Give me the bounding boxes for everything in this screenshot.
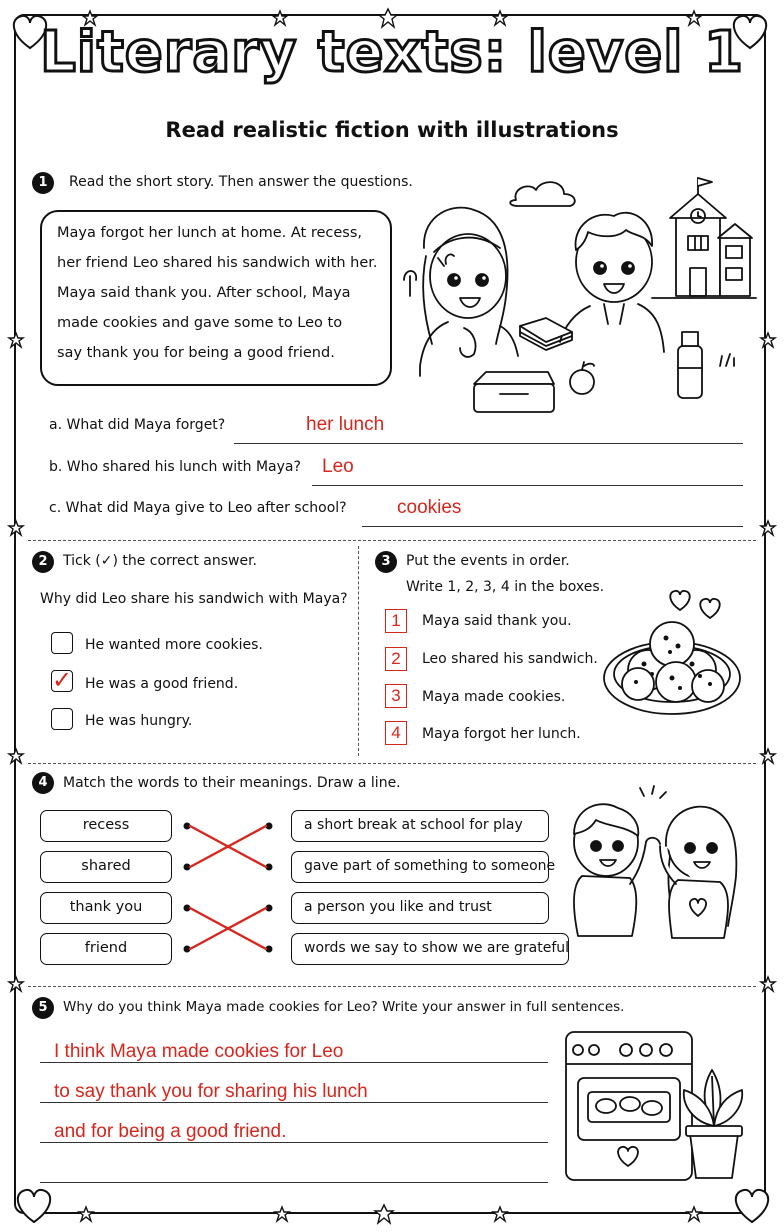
tick-mark: ✓ <box>52 666 73 694</box>
section-1-instruction: Read the short story. Then answer the questions. <box>69 174 413 190</box>
answer-b[interactable]: Leo <box>322 456 354 477</box>
meaning-box-1[interactable]: a short break at school for play <box>291 810 549 842</box>
section-3-instruction-2: Write 1, 2, 3, 4 in the boxes. <box>406 579 605 595</box>
story-line: Maya forgot her lunch at home. At recess, <box>57 225 363 241</box>
written-answer-line-2[interactable]: to say thank you for sharing his lunch <box>54 1081 368 1102</box>
section-3-instruction: Put the events in order. <box>406 553 570 569</box>
kids-high-five-icon <box>560 786 756 966</box>
written-answer-line-3[interactable]: and for being a good friend. <box>54 1121 287 1142</box>
section-5-number: 5 <box>32 997 54 1019</box>
story-line: say thank you for being a good friend. <box>57 345 335 361</box>
word-box-friend[interactable]: friend <box>40 933 172 965</box>
section-2-number: 2 <box>32 551 54 573</box>
question-b: b. Who shared his lunch with Maya? <box>49 459 301 475</box>
option-label-3: He was hungry. <box>85 713 193 729</box>
writing-line <box>40 1102 548 1103</box>
option-label-2: He was a good friend. <box>85 676 239 692</box>
section-4-number: 4 <box>32 772 54 794</box>
word-box-recess[interactable]: recess <box>40 810 172 842</box>
section-3-number: 3 <box>375 551 397 573</box>
answer-c[interactable]: cookies <box>397 497 462 518</box>
section-divider <box>28 986 756 987</box>
option-label-1: He wanted more cookies. <box>85 637 263 653</box>
order-box-4[interactable]: 4 <box>385 721 407 745</box>
writing-line <box>40 1182 548 1183</box>
order-box-2[interactable]: 2 <box>385 647 407 671</box>
event-2: Leo shared his sandwich. <box>422 651 598 667</box>
order-box-1[interactable]: 1 <box>385 609 407 633</box>
story-line: Maya said thank you. After school, Maya <box>57 285 351 301</box>
meaning-box-3[interactable]: a person you like and trust <box>291 892 549 924</box>
oven-icon <box>564 1030 752 1186</box>
page-subtitle: Read realistic fiction with illustrations <box>165 118 619 142</box>
question-c: c. What did Maya give to Leo after school? <box>49 500 347 516</box>
answer-a[interactable]: her lunch <box>306 414 385 435</box>
page-title: Literary texts: level 1 <box>40 20 744 85</box>
section-1-number: 1 <box>32 172 54 194</box>
meaning-box-4[interactable]: words we say to show we are grateful <box>291 933 569 965</box>
section-2-instruction: Tick (✓) the correct answer. <box>63 553 257 569</box>
meaning-box-2[interactable]: gave part of something to someone <box>291 851 549 883</box>
event-3: Maya made cookies. <box>422 689 566 705</box>
section-2-question: Why did Leo share his sandwich with Maya? <box>40 591 348 607</box>
writing-line <box>40 1142 548 1143</box>
section-5-instruction: Why do you think Maya made cookies for Leo? Write your answer in full sentences. <box>63 999 625 1015</box>
word-box-thank-you[interactable]: thank you <box>40 892 172 924</box>
order-box-3[interactable]: 3 <box>385 684 407 708</box>
writing-line <box>40 1062 548 1063</box>
written-answer-line-1[interactable]: I think Maya made cookies for Leo <box>54 1041 344 1062</box>
event-1: Maya said thank you. <box>422 613 572 629</box>
story-line: her friend Leo shared his sandwich with her. <box>57 255 378 271</box>
event-4: Maya forgot her lunch. <box>422 726 581 742</box>
question-a: a. What did Maya forget? <box>49 417 226 433</box>
section-4-instruction: Match the words to their meanings. Draw a line. <box>63 775 401 791</box>
story-line: made cookies and gave some to Leo to <box>57 315 343 331</box>
word-box-shared[interactable]: shared <box>40 851 172 883</box>
